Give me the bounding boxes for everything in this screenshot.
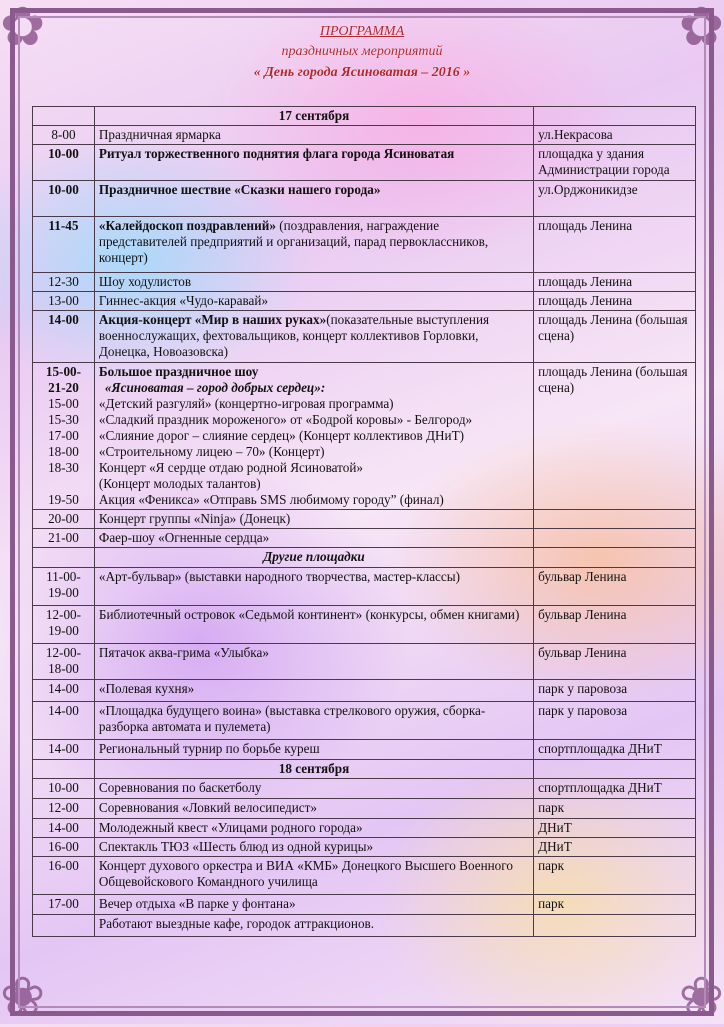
row-place: бульвар Ленина [534, 644, 696, 680]
row-place [534, 510, 696, 529]
row-place: парк [534, 895, 696, 915]
row-time: 14-00 [33, 819, 95, 838]
row-event: Соревнования по баскетболу [94, 779, 533, 799]
table-row [33, 680, 696, 702]
section-row [33, 107, 696, 126]
row-event: Спектакль ТЮЗ «Шесть блюд из одной курицы» [94, 838, 533, 857]
row-event: Пятачок аква-грима «Улыбка» [94, 644, 533, 680]
section-time-empty [33, 548, 95, 568]
row-place: ДНиТ [534, 819, 696, 838]
program-subtitle: праздничных мероприятий [281, 44, 443, 59]
row-event-details: (поздравления, награждение представителей предприятий и организаций, парад первоклассников, концерт) [98, 218, 489, 265]
big-show-place: площадь Ленина (большая сцена) [534, 363, 696, 510]
row-place: парк [534, 857, 696, 895]
program-table [32, 106, 696, 937]
row-time: 10-00 [33, 181, 95, 217]
table-row [33, 644, 696, 680]
row-event: Праздничное шествие «Сказки нашего города» [94, 181, 533, 217]
table-row [33, 510, 696, 529]
table-row [33, 568, 696, 606]
big-show-item: «Слияние дорог – слияние сердец» (Концерт коллективов ДНиТ) [98, 428, 465, 443]
row-event [94, 311, 533, 363]
row-time: 20-00 [33, 510, 95, 529]
big-show-time: 18-30 [48, 460, 79, 475]
section-time-empty [33, 760, 95, 779]
row-time: 14-00 [33, 740, 95, 760]
row-place: площадь Ленина [534, 273, 696, 292]
row-event: Фаер-шоу «Огненные сердца» [94, 529, 533, 548]
section-heading: 17 сентября [94, 107, 533, 126]
big-show-time: 15-30 [48, 412, 79, 427]
row-event: Региональный турнир по борьбе куреш [94, 740, 533, 760]
big-show-subtitle: «Ясиноватая – город добрых сердец»: [104, 380, 326, 395]
row-time: 8-00 [33, 126, 95, 145]
row-time: 21-00 [33, 529, 95, 548]
row-time: 17-00 [33, 895, 95, 915]
row-event: Шоу ходулистов [94, 273, 533, 292]
table-row [33, 838, 696, 857]
row-time: 11-00- 19-00 [33, 568, 95, 606]
row-event-details: (показательные выступления военнослужащих, фехтовальщиков, концерт коллективов Горловки, Донецка, Новоазовска) [98, 312, 490, 359]
section-time-empty [33, 107, 95, 126]
big-show-row [33, 363, 696, 510]
row-time: 16-00 [33, 838, 95, 857]
big-show-time: 17-00 [48, 428, 79, 443]
row-event: Праздничная ярмарка [94, 126, 533, 145]
row-place: ул.Некрасова [534, 126, 696, 145]
row-event: Концерт духового оркестра и ВИА «КМБ» Донецкого Высшего Военного Общевойскового Командного училища [94, 857, 533, 895]
table-row [33, 126, 696, 145]
table-row [33, 606, 696, 644]
table-row [33, 799, 696, 819]
row-place: бульвар Ленина [534, 568, 696, 606]
row-event: «Площадка будущего воина» (выставка стрелкового оружия, сборка-разборка автомата и пулемета) [94, 702, 533, 740]
big-show-time: 15-00 [48, 396, 79, 411]
big-show-title: Большое праздничное шоу [98, 364, 259, 379]
big-show-time: 21-20 [48, 380, 79, 395]
row-time [33, 915, 95, 937]
table-row [33, 915, 696, 937]
row-time: 12-00- 19-00 [33, 606, 95, 644]
row-event: Соревнования «Ловкий велосипедист» [94, 799, 533, 819]
row-event: Молодежный квест «Улицами родного города» [94, 819, 533, 838]
section-place-empty [534, 760, 696, 779]
program-title: ПРОГРАММА [319, 24, 405, 39]
flower-ornament-bottom-left: ❀ [0, 967, 46, 1027]
big-show-item: «Детский разгуляй» (концертно-игровая программа) [98, 396, 394, 411]
row-place [534, 915, 696, 937]
table-row [33, 702, 696, 740]
big-show-time: 18-00 [48, 444, 79, 459]
row-place: площадь Ленина [534, 217, 696, 273]
big-show-item: (Концерт молодых талантов) [98, 476, 261, 491]
big-show-times [33, 363, 95, 510]
section-heading: Другие площадки [94, 548, 533, 568]
table-row [33, 292, 696, 311]
table-row [33, 895, 696, 915]
big-show-item: «Сладкий праздник мороженого» от «Бодрой коровы» - Белгород» [98, 412, 473, 427]
row-place: парк [534, 799, 696, 819]
flower-ornament-top-right: ✿ [678, 0, 724, 57]
table-row [33, 217, 696, 273]
table-row [33, 181, 696, 217]
big-show-time: 15-00- [45, 364, 82, 379]
section-row [33, 760, 696, 779]
row-place: площадь Ленина (большая сцена) [534, 311, 696, 363]
table-row [33, 145, 696, 181]
big-show-time [37, 476, 90, 492]
table-row [33, 529, 696, 548]
big-show-item: Акция «Феникса» «Отправь SMS любимому городу” (финал) [98, 492, 444, 507]
row-time: 12-00 [33, 799, 95, 819]
row-place: ул.Орджоникидзе [534, 181, 696, 217]
table-row [33, 740, 696, 760]
row-event: Библиотечный островок «Седьмой континент» (конкурсы, обмен книгами) [94, 606, 533, 644]
row-time: 11-45 [33, 217, 95, 273]
row-event: Гиннес-акция «Чудо-каравай» [94, 292, 533, 311]
row-time: 12-30 [33, 273, 95, 292]
row-place: ДНиТ [534, 838, 696, 857]
row-time: 12-00- 18-00 [33, 644, 95, 680]
row-event: «Арт-бульвар» (выставки народного творчества, мастер-классы) [94, 568, 533, 606]
row-event: «Полевая кухня» [94, 680, 533, 702]
table-row [33, 273, 696, 292]
table-row [33, 819, 696, 838]
row-event: Концерт группы «Ninja» (Донецк) [94, 510, 533, 529]
flower-ornament-top-left: ✿ [0, 0, 46, 57]
row-place: спортплощадка ДНиТ [534, 740, 696, 760]
row-event [94, 217, 533, 273]
big-show-time: 19-50 [48, 492, 79, 507]
big-show-item: Концерт «Я сердце отдаю родной Ясиноватой» [98, 460, 363, 475]
big-show-event [94, 363, 533, 510]
flower-ornament-bottom-right: ❀ [678, 967, 724, 1027]
section-heading: 18 сентября [94, 760, 533, 779]
row-time: 14-00 [33, 702, 95, 740]
row-time: 10-00 [33, 779, 95, 799]
row-event: Вечер отдыха «В парке у фонтана» [94, 895, 533, 915]
section-row [33, 548, 696, 568]
section-place-empty [534, 548, 696, 568]
row-place [534, 529, 696, 548]
row-event-title: «Калейдоскоп поздравлений» [98, 218, 276, 233]
row-time: 16-00 [33, 857, 95, 895]
table-row [33, 779, 696, 799]
row-place: спортплощадка ДНиТ [534, 779, 696, 799]
program-event-name: « День города Ясиноватая – 2016 » [253, 65, 471, 80]
row-place: парк у паровоза [534, 680, 696, 702]
row-event: Ритуал торжественного поднятия флага города Ясиноватая [94, 145, 533, 181]
row-time: 14-00 [33, 311, 95, 363]
row-time: 10-00 [33, 145, 95, 181]
table-row [33, 311, 696, 363]
row-event-title: Акция-концерт «Мир в наших руках» [98, 312, 327, 327]
row-time: 13-00 [33, 292, 95, 311]
section-place-empty [534, 107, 696, 126]
big-show-item: «Строительному лицею – 70» (Концерт) [98, 444, 325, 459]
row-place: площадь Ленина [534, 292, 696, 311]
row-place: площадка у здания Администрации города [534, 145, 696, 181]
row-time: 14-00 [33, 680, 95, 702]
table-row [33, 857, 696, 895]
row-event: Работают выездные кафе, городок аттракционов. [94, 915, 533, 937]
row-place: парк у паровоза [534, 702, 696, 740]
row-place: бульвар Ленина [534, 606, 696, 644]
